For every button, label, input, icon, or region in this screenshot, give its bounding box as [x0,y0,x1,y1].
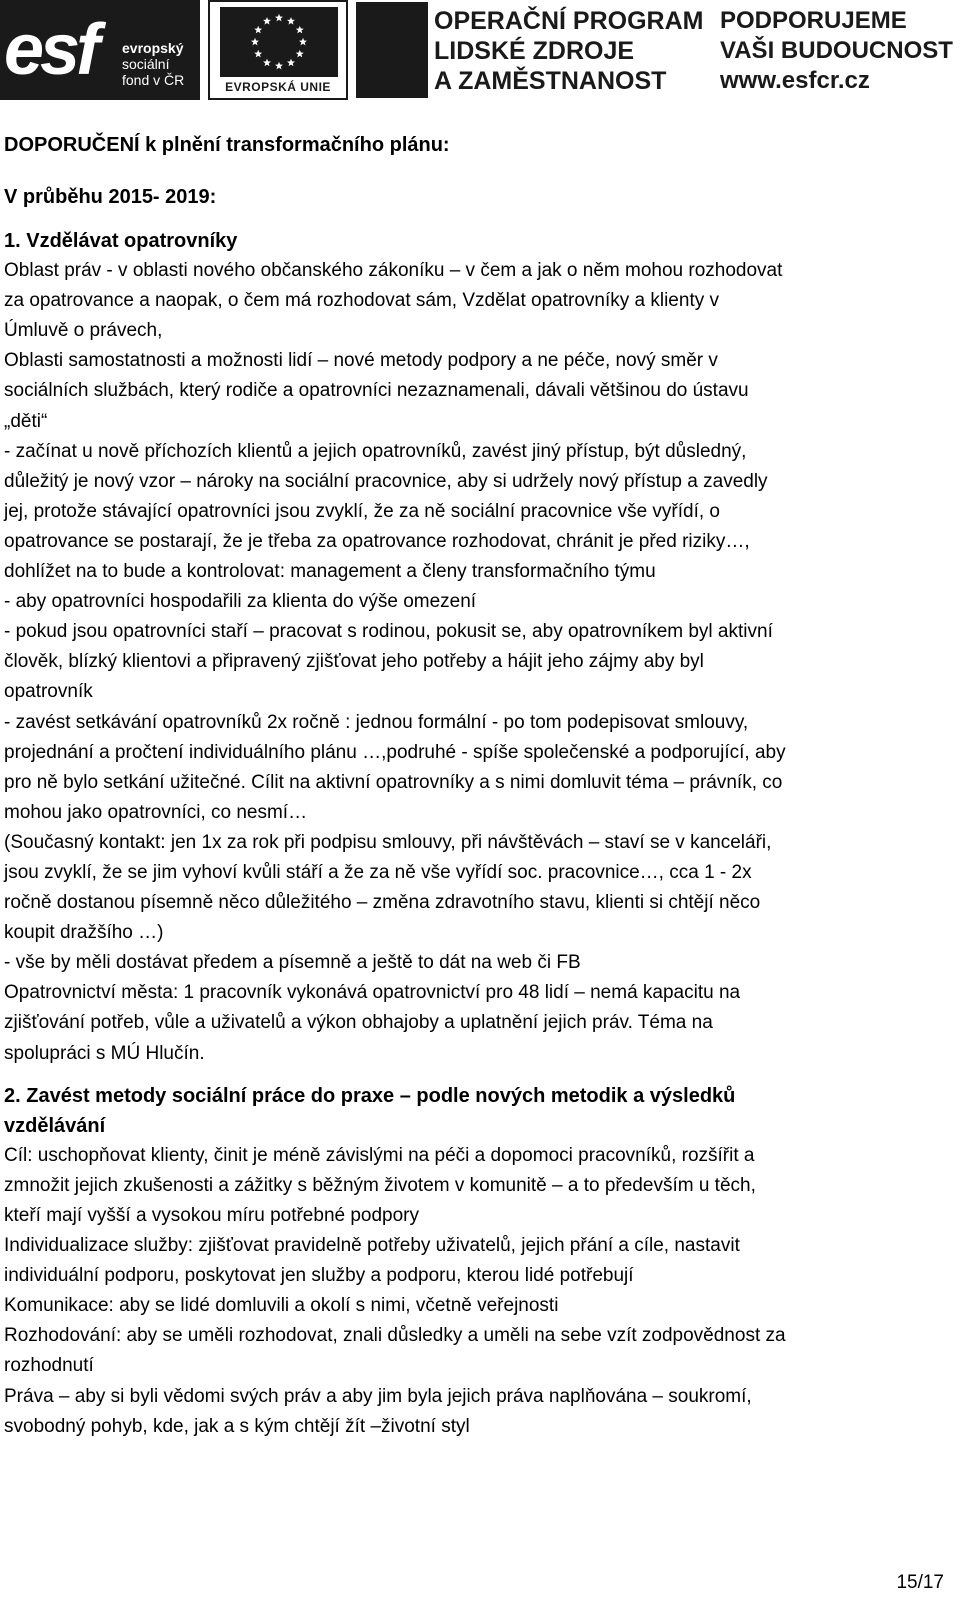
op-puzzle-icon [356,2,428,98]
eu-star-icon [254,50,262,58]
text-line: - zavést setkávání opatrovníků 2x ročně : jednou formální - po tom podepisovat smlouvy, [4,711,749,733]
text-line: „děti“ [4,410,48,432]
text-line: Rozhodování: aby se uměli rozhodovat, znali důsledky a uměli na sebe vzít zodpovědnost za [4,1325,786,1347]
text-line: zjišťování potřeb, vůle a uživatelů a výkon obhajoby a uplatnění jejich práv. Téma na [4,1012,713,1034]
slogan-line1: PODPORUJEME [720,7,907,34]
eu-star-icon [263,59,271,67]
text-line: jsou zvyklí, že se jim vyhoví kvůli stáří a že za ně vše vyřídí soc. pracovnice…, cca 1 - 2x [4,861,752,883]
text-line: opatrovník [4,681,93,703]
esf-caption [122,40,184,88]
eu-star-icon [251,38,259,46]
esf-caption-line1: evropský [122,40,184,56]
eu-star-icon [275,62,283,70]
esf-logo: esf [4,10,97,90]
text-line: sociálních službách, který rodiče a opatrovníci nezaznamenali, dávali většinou do ústavu [4,380,749,402]
eu-star-icon [296,50,304,58]
text-line: opatrovance se postarají, že je třeba za opatrovance rozhodovat, chránit je před riziky…, [4,530,750,552]
text-line: kteří mají vyšší a vysokou míru potřebné podpory [4,1205,420,1226]
text-line: Práva – aby si byli vědomi svých práv a aby jim byla jejich práva naplňována – soukromí, [4,1385,752,1407]
eu-star-icon [287,59,295,67]
text-line: člověk, blízký klientovi a připravený zjišťovat jeho potřeby a hájit jeho zájmy aby byl [4,651,704,673]
text-line: koupit dražšího …) [4,922,164,944]
document-period: V průběhu 2015- 2019: [4,186,217,208]
eu-star-icon [275,14,283,22]
text-line: - začínat u nově příchozích klientů a jejich opatrovníků, zavést jiný přístup, být důsledný, [4,440,747,462]
document-body [4,122,944,1442]
esf-caption-line2: sociální [122,56,170,72]
text-line: - pokud jsou opatrovníci staří – pracovat s rodinou, pokusit se, aby opatrovníkem byl aktivní [4,621,773,643]
op-title-line1: OPERAČNÍ PROGRAM [434,7,704,35]
text-line: - aby opatrovníci hospodařili za klienta do výše omezení [4,591,477,613]
text-line: pro ně bylo setkání užitečné. Cílit na aktivní opatrovníky a s nimi domluvit téma – právník, co [4,771,783,793]
text-line: Oblasti samostatnosti a možnosti lidí – nové metody podpory a ne péče, nový směr v [4,350,718,372]
slogan-line2: VAŠI BUDOUCNOST [720,37,953,64]
text-line: zmnožit jejich zkušenosti a zážitky s běžným životem v komunitě – a to především u těch, [4,1174,756,1196]
text-line: - vše by měli dostávat předem a písemně a ještě to dát na web či FB [4,952,581,974]
text-line: spolupráci s MÚ Hlučín. [4,1042,205,1064]
esf-logo-block [0,0,200,100]
section2-title-line2: vzdělávání [4,1114,106,1137]
text-line: Individualizace služby: zjišťovat pravidelně potřeby uživatelů, jejich přání a cíle, nastavit [4,1235,740,1257]
eu-star-icon [296,26,304,34]
header-banner [0,0,960,100]
text-line: Opatrovnictví města: 1 pracovník vykonává opatrovnictví pro 48 lidí – nemá kapacitu na [4,982,741,1004]
op-title [434,6,703,96]
eu-flag-icon [220,7,338,77]
text-line: ročně dostanou písemně něco důležitého – změna zdravotního stavu, klienti si chtějí něco [4,892,761,914]
text-line: za opatrovance a naopak, o čem má rozhodovat sám, Vzdělat opatrovníky a klienty v [4,290,719,312]
op-logo-block [356,0,960,100]
section1-body [4,256,944,1069]
slogan-url: www.esfcr.cz [720,67,870,94]
text-line: důležitý je nový vzor – nároky na sociální pracovnice, aby si udržely nový přístup a zavedly [4,470,768,492]
section2-body [4,1141,944,1442]
eu-star-icon [287,17,295,25]
text-line: rozhodnutí [4,1355,94,1377]
text-line: Cíl: uschopňovat klienty, činit je méně závislými na péči a dopomoci pracovníků, rozšířit a [4,1144,755,1166]
op-title-line3: A ZAMĚSTNANOST [434,67,667,95]
section2-title-line1: 2. Zavést metody sociální práce do praxe – podle nových metodik a výsledků [4,1084,736,1107]
eu-logo-block [208,0,348,100]
text-line: dohlížet na to bude a kontrolovat: management a členy transformačního týmu [4,561,656,583]
section1-title: 1. Vzdělávat opatrovníky [4,230,238,252]
eu-label: EVROPSKÁ UNIE [225,80,331,94]
text-line: (Současný kontakt: jen 1x za rok při podpisu smlouvy, při návštěvách – staví se v kanceláři, [4,831,772,853]
text-line: projednání a pročtení individuálního plánu …,podruhé - spíše společenské a podporující, aby [4,741,786,763]
eu-star-icon [254,26,262,34]
eu-star-icon [299,38,307,46]
text-line: jej, protože stávající opatrovníci jsou zvyklí, že za ně sociální pracovnice vše vyřídí, o [4,500,720,522]
document-title: DOPORUČENÍ k plnění transformačního plánu: [4,134,450,156]
esf-caption-line3: fond v ČR [122,72,185,88]
text-line: individuální podporu, poskytovat jen služby a podporu, kterou lidé potřebují [4,1265,634,1287]
slogan [720,6,953,96]
text-line: Oblast práv - v oblasti nového občanského zákoníku – v čem a jak o něm mohou rozhodovat [4,260,783,282]
text-line: Úmluvě o právech, [4,320,163,342]
eu-star-icon [263,17,271,25]
text-line: mohou jako opatrovníci, co nesmí… [4,801,308,823]
text-line: svobodný pohyb, kde, jak a s kým chtějí žít –životní styl [4,1415,470,1437]
page-number: 15/17 [896,1572,944,1593]
op-title-line2: LIDSKÉ ZDROJE [434,37,635,65]
text-line: Komunikace: aby se lidé domluvili a okolí s nimi, včetně veřejnosti [4,1295,559,1317]
